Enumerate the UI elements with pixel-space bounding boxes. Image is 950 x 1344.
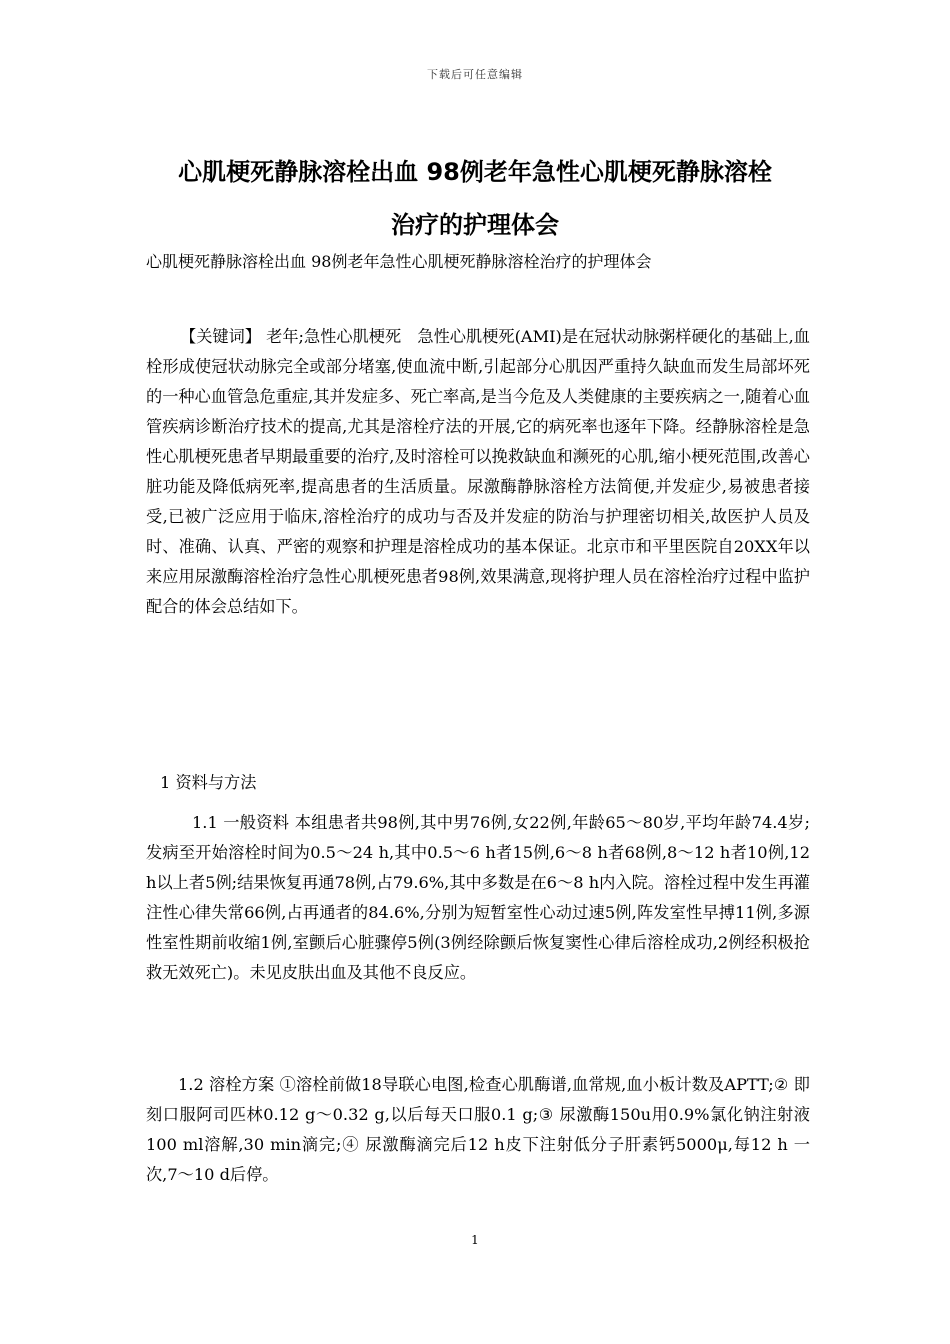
title-line-2: 治疗的护理体会 [391, 211, 559, 239]
document-title [120, 146, 830, 252]
title-line-1: 心肌梗死静脉溶栓出血 98例老年急性心肌梗死静脉溶栓 [178, 158, 772, 186]
page-number: 1 [471, 1233, 479, 1247]
document-subtitle: 心肌梗死静脉溶栓出血 98例老年急性心肌梗死静脉溶栓治疗的护理体会 [146, 252, 652, 271]
paragraph-thrombolysis-plan: 1.2 溶栓方案 ①溶栓前做18导联心电图,检查心肌酶谱,血常规,血小板计数及APTT;② 即刻口服阿司匹林0.12 g～0.32 g,以后每天口服0.1 g;③ 尿激酶150u用0.9%氯化钠注射液100 ml溶解,30 min滴完;④ 尿激酶滴完后12 h皮下注射低分子肝素钙5000μ,每12 h 一次,7～10 d后停。 [146, 1075, 810, 1184]
intro-paragraph: 【关键词】 老年;急性心肌梗死 急性心肌梗死(AMI)是在冠状动脉粥样硬化的基础上,血栓形成使冠状动脉完全或部分堵塞,使血流中断,引起部分心肌因严重持久缺血而发生局部坏死的一种心血管急危重症,其并发症多、死亡率高,是当今危及人类健康的主要疾病之一,随着心血管疾病诊断治疗技术的提高,尤其是溶栓疗法的开展,它的病死率也逐年下降。经静脉溶栓是急性心肌梗死患者早期最重要的治疗,及时溶栓可以挽救缺血和濒死的心肌,缩小梗死范围,改善心脏功能及降低病死率,提高患者的生活质量。尿激酶静脉溶栓方法简便,并发症少,易被患者接受,已被广泛应用于临床,溶栓治疗的成功与否及并发症的防治与护理密切相关,故医护人员及时、准确、认真、严密的观察和护理是溶栓成功的基本保证。北京市和平里医院自20XX年以来应用尿激酶溶栓治疗急性心肌梗死患者98例,效果满意,现将护理人员在溶栓治疗过程中监护配合的体会总结如下。 [146, 327, 810, 616]
section-heading-materials-methods: 1 资料与方法 [160, 773, 257, 792]
header-note: 下载后可任意编辑 [427, 68, 523, 81]
paragraph-general-data: 1.1 一般资料 本组患者共98例,其中男76例,女22例,年龄65～80岁,平均年龄74.4岁;发病至开始溶栓时间为0.5～24 h,其中0.5～6 h者15例,6～8 h者68例,8～12 h者10例,12 h以上者5例;结果恢复再通78例,占79.6%,其中多数是在6～8 h内入院。溶栓过程中发生再灌注性心律失常66例,占再通者的84.6%,分别为短暂室性心动过速5例,阵发室性早搏11例,多源性室性期前收缩1例,室颤后心脏骤停5例(3例经除颤后恢复窦性心律后溶栓成功,2例经积极抢救无效死亡)。未见皮肤出血及其他不良反应。 [146, 813, 810, 982]
